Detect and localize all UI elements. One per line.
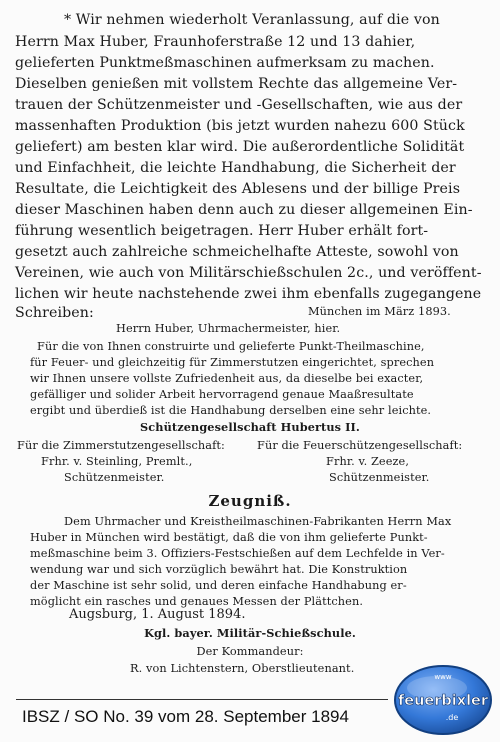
zeugnis-place-date: Augsburg, 1. August 1894. xyxy=(69,607,246,622)
zeugnis-line: meßmaschine beim 3. Offiziers-Festschießen auf dem Lechfelde in Ver- xyxy=(30,547,445,560)
body-line: führung wesentlich beigetragen. Herr Huber erhält fort- xyxy=(15,223,429,239)
commander-signature: R. von Lichtenstern, Oberstlieutenant. xyxy=(130,662,355,675)
body-line: Resultate, die Leichtigkeit des Ablesens und der billige Preis xyxy=(15,181,461,197)
signature-left-role: Schützenmeister. xyxy=(64,471,165,484)
body-line: und Einfachheit, die leichte Handhabung, die Sicherheit der xyxy=(15,160,456,176)
logo-name: feuerbixler xyxy=(397,693,489,709)
body-line: gelieferten Punktmeßmaschinen aufmerksam zu machen. xyxy=(15,55,435,71)
body-line: Vereinen, wie auch von Militärschießschulen 2c., und veröffent- xyxy=(15,265,482,281)
zeugnis-line: möglicht ein rasches und genaues Messen der Plättchen. xyxy=(30,595,364,608)
body-line: trauen der Schützenmeister und -Gesellschaften, wie aus der xyxy=(15,97,463,113)
feuerbixler-logo[interactable] xyxy=(392,658,494,738)
body-line: geliefert) am besten klar wird. Die außerordentliche Solidität xyxy=(15,139,465,155)
body-line: dieser Maschinen haben denn auch zu dieser allgemeinen Ein- xyxy=(15,202,473,218)
signature-right-role: Schützenmeister. xyxy=(329,471,430,484)
logo-tld: .de xyxy=(445,713,459,722)
signature-right-heading: Für die Feuerschützengesellschaft: xyxy=(257,439,463,452)
zeugnis-line: Huber in München wird bestätigt, daß die von ihm gelieferte Punkt- xyxy=(30,531,428,544)
zeugnis-title: Zeugniß. xyxy=(208,492,292,510)
letter-line: gefälliger und solider Arbeit hervorragend genaue Maaßresultate xyxy=(30,388,414,401)
body-line: * Wir nehmen wiederholt Veranlassung, auf die von xyxy=(64,12,440,28)
zeugnis-line: wendung war und sich vorzüglich bewährt hat. Die Konstruktion xyxy=(30,563,408,576)
body-line: Dieselben genießen mit vollstem Rechte das allgemeine Ver- xyxy=(15,76,458,92)
issuing-institution: Kgl. bayer. Militär-Schießschule. xyxy=(144,626,356,640)
letter-line: ergibt und überdieß ist die Handhabung derselben eine sehr leichte. xyxy=(30,404,432,417)
body-line: lichen wir heute nachstehende zwei ihm ebenfalls zugegangene xyxy=(15,286,482,302)
letter-salutation: Herrn Huber, Uhrmachermeister, hier. xyxy=(116,322,341,335)
letter-line: Für die von Ihnen construirte und gelieferte Punkt-Theilmaschine, xyxy=(37,340,425,353)
zeugnis-line: der Maschine ist sehr solid, und deren einfache Handhabung er- xyxy=(30,579,407,592)
signature-right-name: Frhr. v. Zeeze, xyxy=(326,455,410,468)
body-line: gesetzt auch zahlreiche schmeichelhafte Atteste, sowohl von xyxy=(15,244,459,260)
signature-left-heading: Für die Zimmerstutzengesellschaft: xyxy=(17,439,225,452)
signature-left-name: Frhr. v. Steinling, Premlt., xyxy=(41,455,193,468)
body-line: Schreiben: xyxy=(15,305,94,321)
body-line: Herrn Max Huber, Fraunhoferstraße 12 und 13 dahier, xyxy=(15,34,416,50)
society-name: Schützengesellschaft Hubertus II. xyxy=(140,420,360,434)
logo-www: www xyxy=(434,673,452,681)
source-citation: IBSZ / SO No. 39 vom 28. September 1894 xyxy=(22,707,349,726)
footer-divider xyxy=(16,699,388,700)
letter-place-date: München im März 1893. xyxy=(308,305,451,318)
body-line: massenhaften Produktion (bis jetzt wurden nahezu 600 Stück xyxy=(15,118,465,134)
zeugnis-line: Dem Uhrmacher und Kreistheilmaschinen-Fabrikanten Herrn Max xyxy=(64,515,452,528)
letter-line: für Feuer- und gleichzeitig für Zimmerstutzen eingerichtet, sprechen xyxy=(30,356,435,369)
commander-label: Der Kommandeur: xyxy=(196,645,304,658)
letter-line: wir Ihnen unsere vollste Zufriedenheit aus, da dieselbe bei exacter, xyxy=(30,372,424,385)
